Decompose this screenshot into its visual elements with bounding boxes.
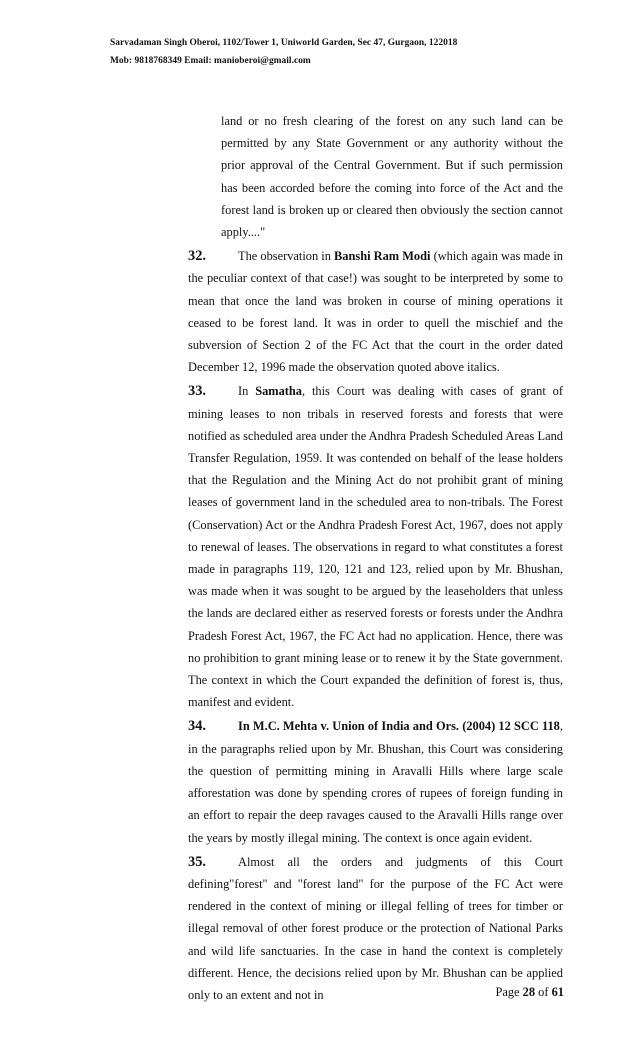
case-name-bold: Samatha bbox=[255, 384, 303, 399]
paragraph-text-pre: Almost all the orders and judgments of this Court defining"forest" and "forest land" for the purpose of the FC Act were rendered in the context of mining or illegal felling of trees for timber or illegal removal of other forest produce or the protection of National Parks and wild life sanctuaries. In the case in hand the context is completely different. Hence, the decisions relied upon by Mr. Bhushan can be applied only to an extent and not in bbox=[188, 854, 563, 1002]
letterhead-address: Sarvadaman Singh Oberoi, 1102/Tower 1, Uniworld Garden, Sec 47, Gurgaon, 122018 bbox=[110, 38, 458, 48]
letterhead-contact: Mob: 9818768349 Email: manioberoi@gmail.com bbox=[110, 56, 311, 66]
case-citation-bold: In M.C. Mehta v. Union of India and Ors. (2004) 12 SCC 118 bbox=[238, 719, 560, 734]
paragraph-number: 34. bbox=[188, 718, 206, 735]
page-number-footer bbox=[495, 985, 564, 1000]
letterhead bbox=[110, 34, 590, 70]
case-name-bold: Banshi Ram Modi bbox=[334, 249, 431, 264]
paragraph-number: 33. bbox=[188, 383, 206, 400]
of-label: of bbox=[538, 985, 549, 999]
paragraph-text-pre: The observation in bbox=[238, 249, 335, 264]
paragraph-text-pre: In bbox=[238, 384, 256, 399]
paragraph-number: 32. bbox=[188, 248, 206, 265]
paragraph-text-post: , this Court was dealing with cases of grant of mining leases to non tribals in reserved forests and forests that were notified as scheduled area under the Andhra Pradesh Scheduled Areas Land Transfer Regulation, 1959. It was contended on behalf of the lease holders that the Regulation and the Mining Act do not prohibit grant of mining leases of government land in the scheduled area to non-tribals. The Forest (Conservation) Act or the Andhra Pradesh Forest Act, 1967, does not apply to renewal of leases. The observations in regard to what constitutes a forest made in paragraphs 119, 120, 121 and 123, relied upon by Mr. Bhushan, was made when it was sought to be argued by the leaseholders that unless the lands are declared either as reserved forests or forests under the Andhra Pradesh Forest Act, 1967, the FC Act had no application. Hence, there was no prohibition to grant mining lease or to renew it by the State government. The context in which the Court expanded the definition of forest is, thus, manifest and evident. bbox=[188, 384, 563, 710]
document-body bbox=[188, 110, 563, 1006]
paragraph-32 bbox=[188, 245, 563, 378]
total-pages: 61 bbox=[551, 985, 564, 999]
paragraph-35 bbox=[188, 851, 563, 1006]
block-quote: land or no fresh clearing of the forest on any such land can be permitted by any State Government or any authority without the prior approval of the Central Government. But if such permission has been accorded before the coming into force of the Act and the forest land is broken up or cleared then obviously the section cannot apply...." bbox=[221, 114, 563, 240]
paragraph-number: 35. bbox=[188, 853, 206, 870]
paragraph-text-post: , in the paragraphs relied upon by Mr. Bhushan, this Court was considering the question of permitting mining in Aravalli Hills where large scale afforestation was done by spending crores of rupees of foreign funding in an effort to repair the deep ravages caused to the Aravalli Hills range over the years by mostly illegal mining. The context is once again evident. bbox=[188, 719, 563, 845]
current-page: 28 bbox=[522, 985, 536, 999]
paragraph-34 bbox=[188, 715, 563, 848]
paragraph-33 bbox=[188, 380, 563, 713]
paragraph-text-post: (which again was made in the peculiar context of that case!) was sought to be interpreted by some to mean that once the land was broken in course of mining operations it ceased to be forest land. It was in order to quell the mischief and the subversion of Section 2 of the FC Act that the court in the order dated December 12, 1996 made the observation quoted above italics. bbox=[188, 249, 563, 375]
page-label: Page bbox=[495, 985, 520, 999]
